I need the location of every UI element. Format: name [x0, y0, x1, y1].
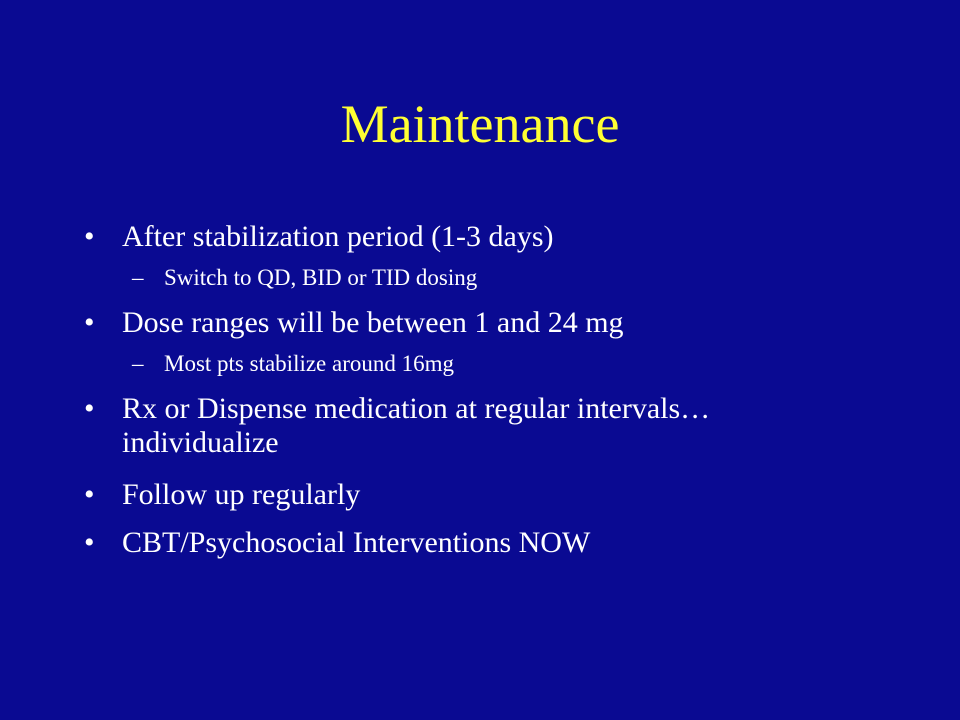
bullet-text: Rx or Dispense medication at regular intervals…individualize — [122, 392, 711, 459]
bullet-item — [84, 478, 904, 512]
bullet-item — [84, 220, 904, 254]
dash-icon: – — [132, 351, 144, 376]
bullet-dot-icon: • — [84, 220, 95, 253]
bullet-dot-icon: • — [84, 392, 95, 425]
bullet-list — [84, 220, 904, 570]
slide-title: Maintenance — [340, 94, 620, 154]
bullet-item — [84, 306, 904, 340]
bullet-text: CBT/Psychosocial Interventions NOW — [122, 526, 591, 559]
bullet-text: Follow up regularly — [122, 478, 361, 511]
bullet-dot-icon: • — [84, 306, 95, 339]
dash-icon: – — [132, 265, 144, 290]
bullet-item — [84, 392, 722, 460]
sub-bullet-text: Switch to QD, BID or TID dosing — [164, 265, 478, 290]
bullet-text: Dose ranges will be between 1 and 24 mg — [122, 306, 624, 339]
sub-bullet-item — [84, 350, 904, 378]
bullet-item — [84, 526, 904, 560]
sub-bullet-text: Most pts stabilize around 16mg — [164, 351, 455, 376]
bullet-dot-icon: • — [84, 478, 95, 511]
bullet-text: After stabilization period (1-3 days) — [122, 220, 554, 253]
sub-bullet-item — [84, 264, 904, 292]
bullet-dot-icon: • — [84, 526, 95, 559]
